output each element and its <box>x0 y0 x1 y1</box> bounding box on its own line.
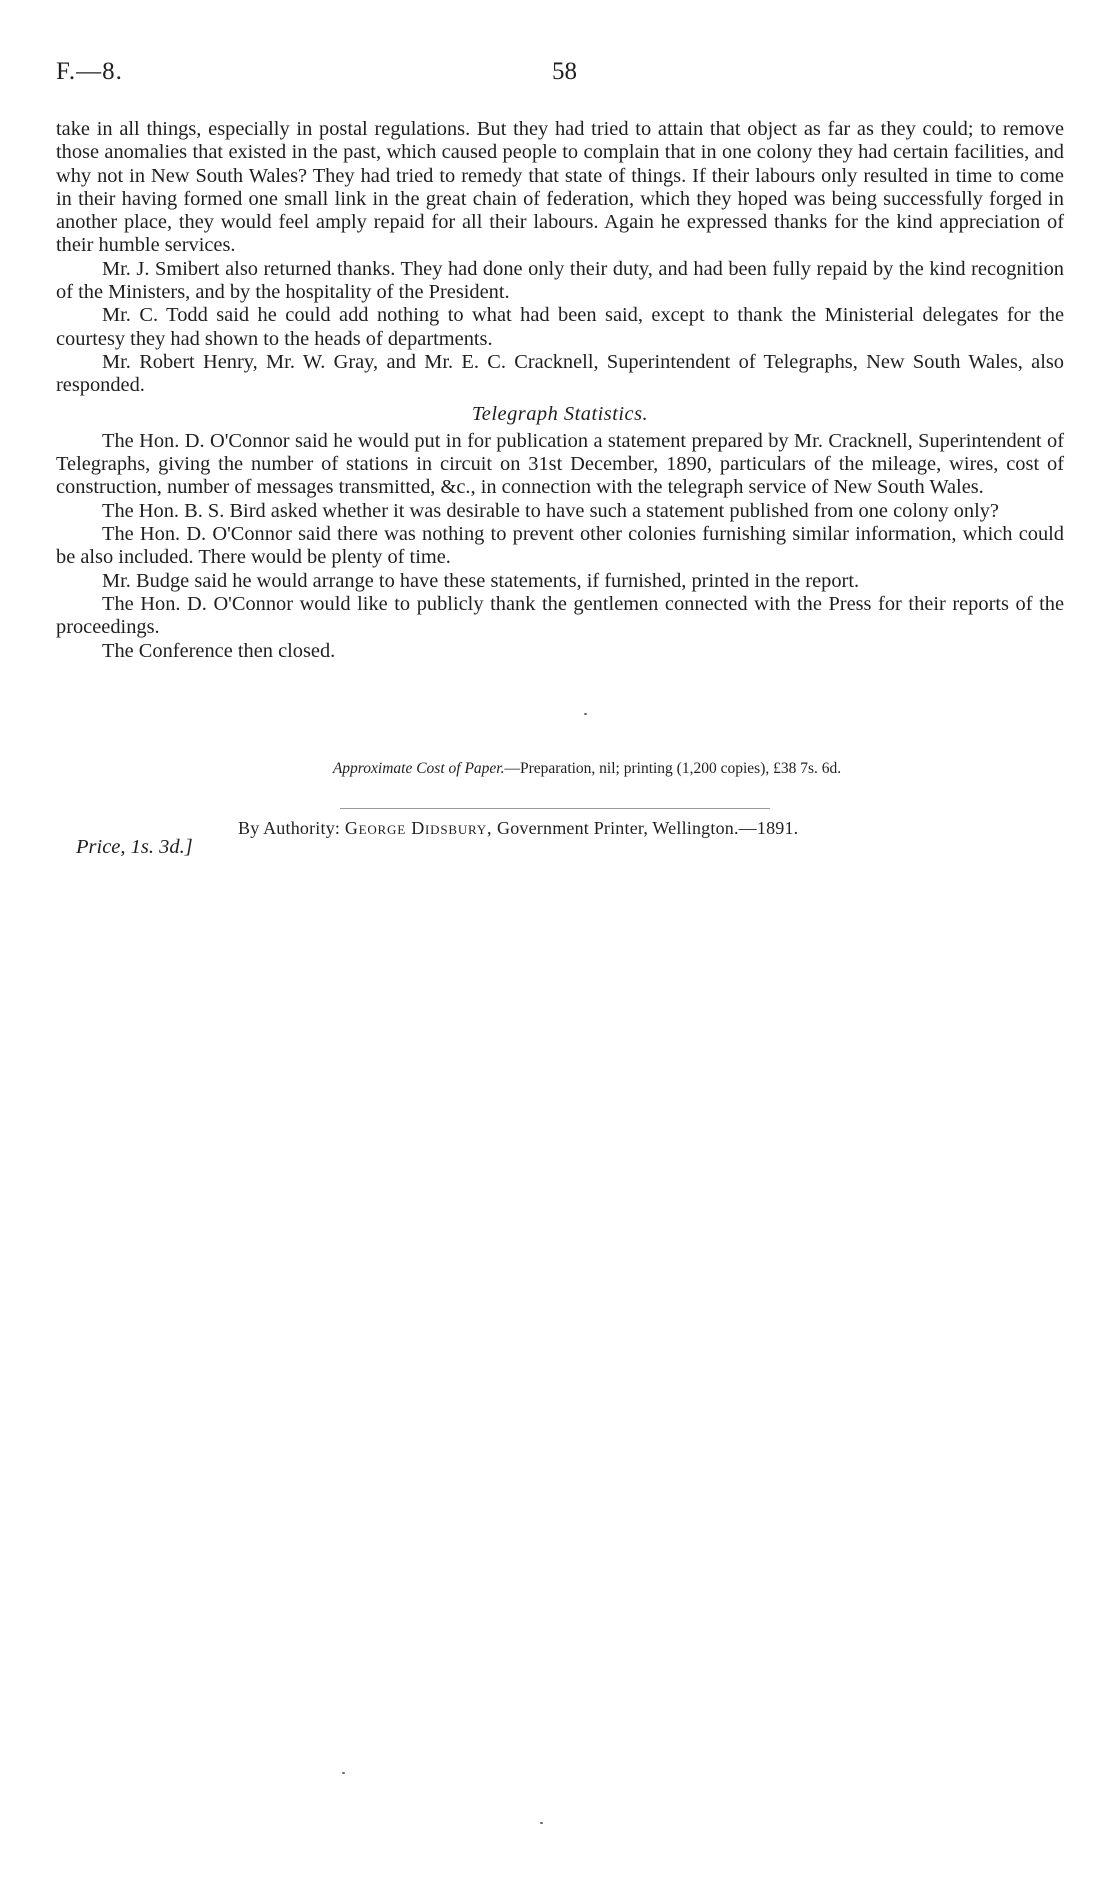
page-header <box>56 58 1066 98</box>
authority-prefix: By Authority: <box>238 818 341 838</box>
paragraph: The Hon. D. O'Connor said there was nothing to prevent other colonies furnishing similar information, which could be also included. There would be plenty of time. <box>56 523 1064 569</box>
document-reference: F.—8. <box>56 58 123 85</box>
paragraph: Mr. C. Todd said he could add nothing to what had been said, except to thank the Ministerial delegates for the courtesy they had shown to the heads of departments. <box>56 304 1064 350</box>
section-heading: Telegraph Statistics. <box>471 402 649 425</box>
page-number: 58 <box>552 58 577 85</box>
paragraph: Mr. Budge said he would arrange to have these statements, if furnished, printed in the report. <box>102 569 860 592</box>
authority-line <box>238 818 798 839</box>
scan-speck <box>342 1772 345 1774</box>
divider-rule <box>340 808 770 809</box>
body-text <box>56 118 1064 663</box>
paragraph: The Hon. D. O'Connor said he would put in for publication a statement prepared by Mr. Cracknell, Superintendent of Telegraphs, giving the number of stations in circuit on 31st December, 1890, particulars of the mileage, wires, cost of construction, number of messages transmitted, &c., in connection with the telegraph service of New South Wales. <box>56 429 1064 499</box>
scan-speck <box>540 1822 543 1824</box>
paragraph: Mr. J. Smibert also returned thanks. They had done only their duty, and had been fully repaid by the kind recognition of the Ministers, and by the hospitality of the President. <box>56 257 1064 304</box>
printer-name: George Didsbury, <box>344 818 493 838</box>
scan-speck <box>584 713 587 715</box>
paragraph: The Hon. D. O'Connor would like to publicly thank the gentlemen connected with the Press for their reports of the proceedings. <box>56 592 1064 639</box>
cost-of-paper-note <box>0 760 1114 778</box>
paragraph: take in all things, especially in postal regulations. But they had tried to attain that object as far as they could; to remove those anomalies that existed in the past, which caused people to complain that in one colony they had certain facilities, and why not in New South Wales? They had tried to remedy that state of things. If their labours only resulted in time to come in their having formed one small link in the great chain of federation, which they hoped was being successfully forged in another place, they would feel amply repaid for all their labours. Again he expressed thanks for the kind appreciation of their humble services. <box>56 118 1064 257</box>
price-label: Price, 1s. 3d.] <box>76 836 193 858</box>
cost-detail: —Preparation, nil; printing (1,200 copies), £38 7s. 6d. <box>504 760 842 777</box>
paragraph: The Conference then closed. <box>102 639 336 662</box>
paragraph: The Hon. B. S. Bird asked whether it was desirable to have such a statement published from one colony only? <box>102 499 999 522</box>
authority-suffix: Government Printer, Wellington.—1891. <box>497 818 799 838</box>
paragraph: Mr. Robert Henry, Mr. W. Gray, and Mr. E. C. Cracknell, Superintendent of Telegraphs, New South Wales, also responded. <box>56 350 1064 397</box>
cost-label: Approximate Cost of Paper. <box>332 760 505 777</box>
